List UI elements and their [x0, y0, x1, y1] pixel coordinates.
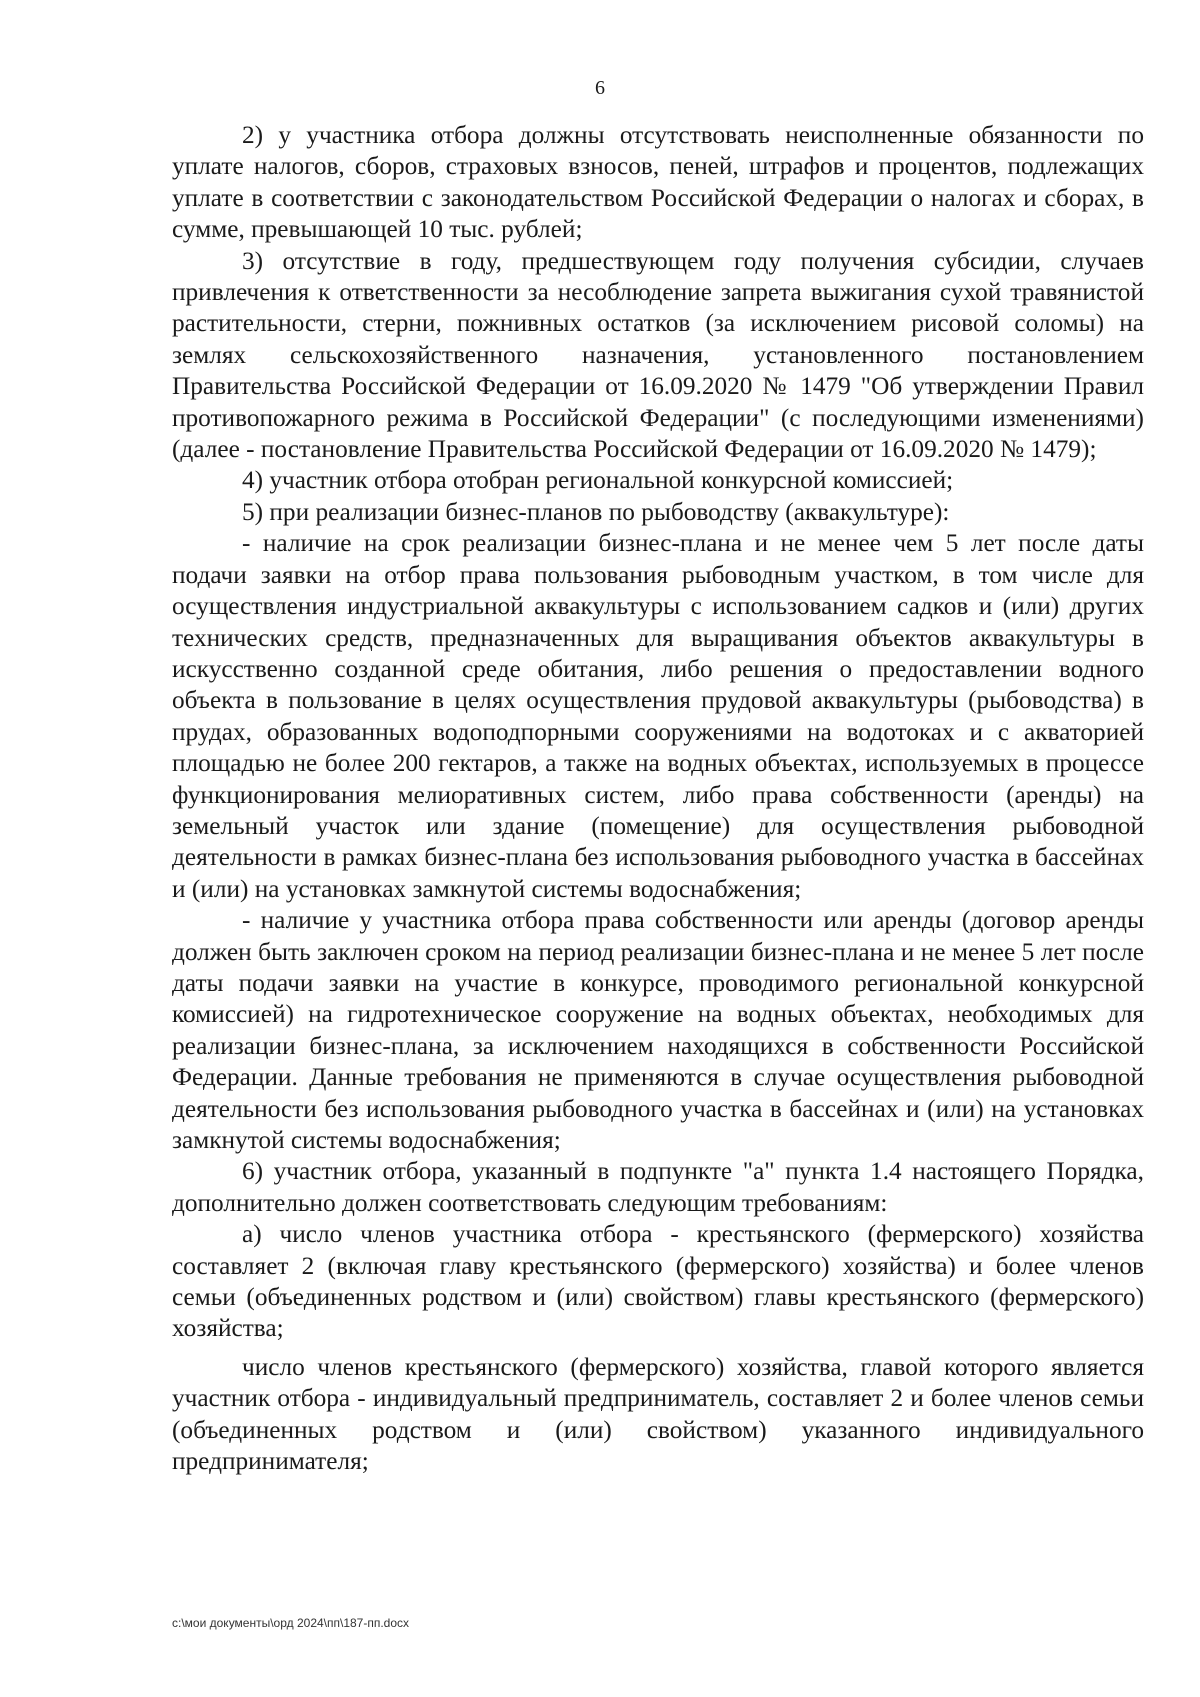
paragraph-item-4: 4) участник отбора отобран региональной конкурсной комиссией; [242, 466, 954, 495]
page-number: 6 [595, 77, 605, 99]
footer-file-path: c:\мои документы\орд 2024\пп\187-пп.docx [172, 1616, 410, 1630]
paragraph-item-6: 6) участник отбора, указанный в подпункте "а" пункта 1.4 настоящего Порядка, дополнительно должен соответствовать следующим требованиям: [172, 1157, 1144, 1217]
paragraph-item-6-a: а) число членов участника отбора - крестьянского (фермерского) хозяйства составляет 2 (включая главу крестьянского (фермерского) хозяйства) и более членов семьи (объединенных родством и (или) свойством) главы крестьянского (фермерского) хозяйства; [172, 1220, 1144, 1343]
paragraph-item-6-a-continued: число членов крестьянского (фермерского) хозяйства, главой которого является участник отбора - индивидуальный предприниматель, составляет 2 и более членов семьи (объединенных родством и (или) свойством) указанного индивидуального предпринимателя; [172, 1352, 1144, 1476]
document-body [172, 120, 1144, 1477]
paragraph-item-5: 5) при реализации бизнес-планов по рыбоводству (аквакультуре): [242, 497, 950, 526]
paragraph-item-5-dash-1: - наличие на срок реализации бизнес-плана и не менее чем 5 лет после даты подачи заявки на отбор права пользования рыбоводным участком, в том числе для осуществления индустриальной аквакультуры с использованием садков и (или) других технических средств, предназначенных для выращивания объектов аквакультуры в искусственно созданной среде обитания, либо решения о предоставлении водного объекта в пользование в целях осуществления прудовой аквакультуры (рыбоводства) в прудах, образованных водоподпорными сооружениями на водотоках и с акваторией площадью не более 200 гектаров, а также на водных объектах, используемых в процессе функционирования мелиоративных систем, либо права собственности (аренды) на земельный участок или здание (помещение) для осуществления рыбоводной деятельности в рамках бизнес-плана без использования рыбоводного участка в бассейнах и (или) на установках замкнутой системы водоснабжения; [172, 529, 1144, 903]
paragraph-item-3: 3) отсутствие в году, предшествующем году получения субсидии, случаев привлечения к ответственности за несоблюдение запрета выжигания сухой травянистой растительности, стерни, пожнивных остатков (за исключением рисовой соломы) на землях сельскохозяйственного назначения, установленного постановлением Правительства Российской Федерации от 16.09.2020 № 1479 "Об утверждении Правил противопожарного режима в Российской Федерации" (с последующими изменениями) (далее - постановление Правительства Российской Федерации от 16.09.2020 № 1479); [172, 246, 1144, 464]
paragraph-item-5-dash-2: - наличие у участника отбора права собственности или аренды (договор аренды должен быть заключен сроком на период реализации бизнес-плана и не менее 5 лет после даты подачи заявки на участие в конкурсе, проводимого региональной конкурсной комиссией) на гидротехническое сооружение на водных объектах, необходимых для реализации бизнес-плана, за исключением находящихся в собственности Российской Федерации. Данные требования не применяются в случае осуществления рыбоводной деятельности без использования рыбоводного участка в бассейнах и (или) на установках замкнутой системы водоснабжения; [172, 906, 1144, 1154]
paragraph-item-2: 2) у участника отбора должны отсутствовать неисполненные обязанности по уплате налогов, сборов, страховых взносов, пеней, штрафов и процентов, подлежащих уплате в соответствии с законодательством Российской Федерации о налогах и сборах, в сумме, превышающей 10 тыс. рублей; [172, 121, 1144, 244]
